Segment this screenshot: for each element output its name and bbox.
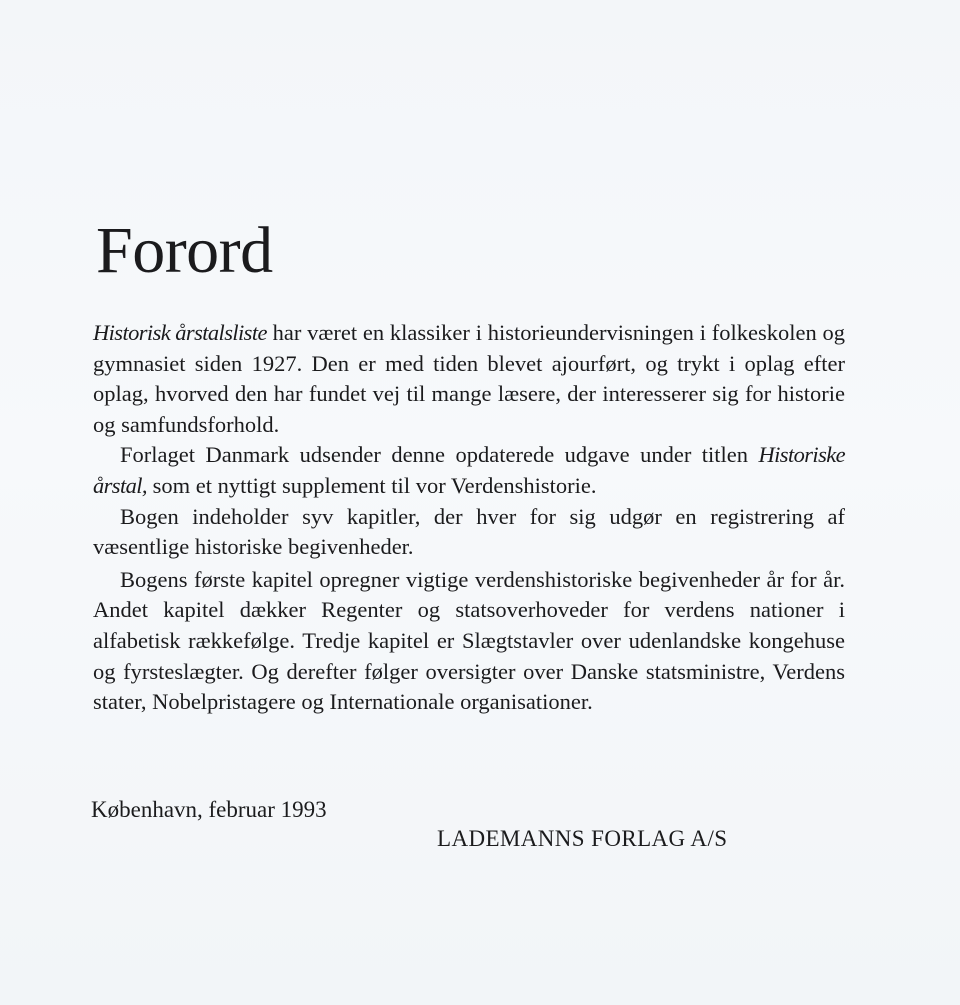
paragraph-4 xyxy=(93,565,845,718)
paragraph-4-text: Bogens første kapitel opregner vigtige verdenshistoriske begivenheder år for år. Andet kapitel dækker Regenter og statsoverhoveder for verdens nationer i alfabetisk rækkefølge. Tredje kapitel er Slægtstavler over udenlandske kongehuse og fyrsteslægter. Og derefter følger oversigter over Danske statsministre, Verdens stater, Nobelpristagere og Internationale organisationer. xyxy=(93,566,845,715)
paragraph-1-text: har været en klassiker i historieundervisningen i folkeskolen og gymnasiet siden 1927. Den er med tiden blevet ajourført, og trykt i oplag efter oplag, hvorved den har fundet vej til mange læsere, der interesserer sig for historie og samfundsforhold. xyxy=(93,320,846,437)
paragraph-2-text-after: som et nyttigt supplement til vor Verdenshistorie. xyxy=(146,472,597,498)
publisher-signature: LADEMANNS FORLAG A/S xyxy=(437,826,728,851)
place-date: København, februar 1993 xyxy=(91,797,327,822)
page-title: Forord xyxy=(96,214,273,287)
paragraph-2-text-before: Forlaget Danmark udsender denne opdaterede udgave under titlen xyxy=(120,442,759,468)
paragraph-2 xyxy=(93,440,845,501)
new-title-italic: Historiske årstal, xyxy=(93,442,845,498)
paragraph-3 xyxy=(93,502,845,563)
paragraph-3-text: Bogen indeholder syv kapitler, der hver for sig udgør en registrering af væsentlige historiske begivenheder. xyxy=(93,503,845,560)
foreword-body xyxy=(93,318,845,718)
paragraph-1 xyxy=(93,318,845,440)
book-title-italic: Historisk årstalsliste xyxy=(93,320,267,345)
